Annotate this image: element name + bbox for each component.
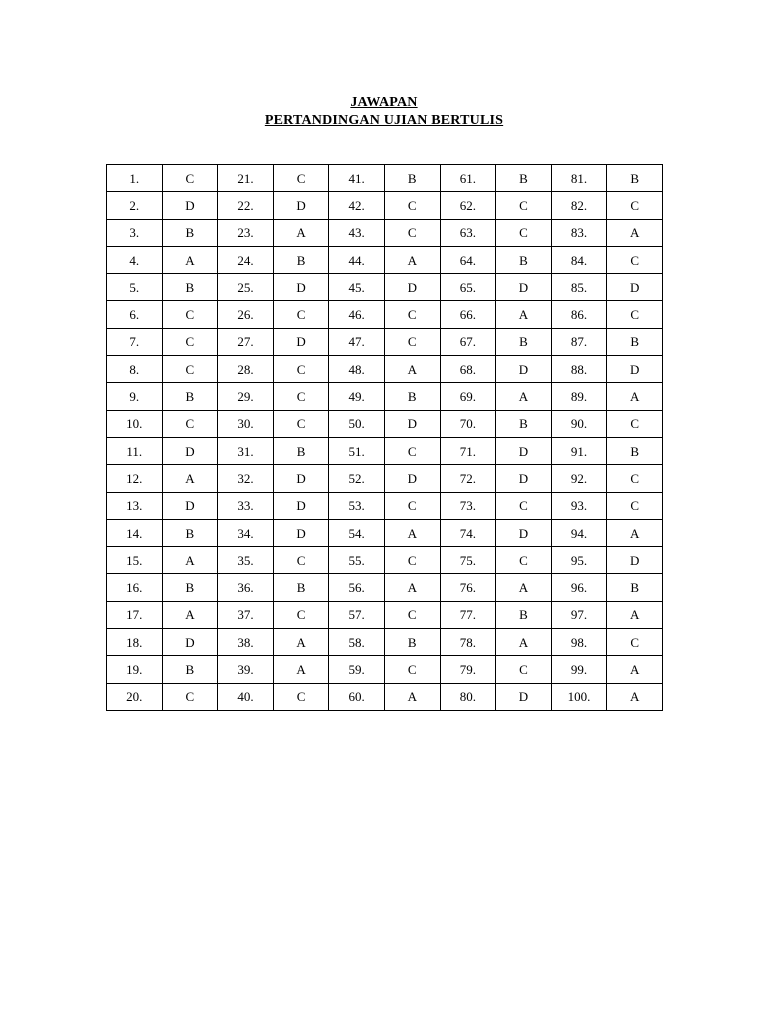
answer-letter-cell: D: [496, 465, 552, 492]
answer-letter-cell: D: [273, 328, 329, 355]
table-row: [107, 574, 663, 601]
answer-letter-cell: A: [607, 601, 663, 628]
answer-letter-cell: C: [273, 410, 329, 437]
answer-letter-cell: C: [162, 683, 218, 710]
answer-letter-cell: A: [607, 519, 663, 546]
answer-letter-cell: C: [384, 601, 440, 628]
table-row: [107, 192, 663, 219]
answer-letter-cell: A: [496, 301, 552, 328]
answer-letter-cell: B: [384, 383, 440, 410]
answer-letter-cell: B: [273, 437, 329, 464]
question-number-cell: 90.: [551, 410, 607, 437]
question-number-cell: 36.: [218, 574, 274, 601]
question-number-cell: 69.: [440, 383, 496, 410]
answer-letter-cell: D: [496, 519, 552, 546]
answer-letter-cell: B: [384, 629, 440, 656]
table-row: [107, 356, 663, 383]
answer-letter-cell: B: [273, 246, 329, 273]
question-number-cell: 34.: [218, 519, 274, 546]
question-number-cell: 10.: [107, 410, 163, 437]
answer-letter-cell: C: [384, 437, 440, 464]
question-number-cell: 73.: [440, 492, 496, 519]
question-number-cell: 84.: [551, 246, 607, 273]
answer-letter-cell: A: [273, 629, 329, 656]
question-number-cell: 35.: [218, 547, 274, 574]
answer-letter-cell: C: [384, 301, 440, 328]
answer-letter-cell: A: [162, 465, 218, 492]
question-number-cell: 17.: [107, 601, 163, 628]
question-number-cell: 41.: [329, 165, 385, 192]
question-number-cell: 86.: [551, 301, 607, 328]
answer-letter-cell: D: [607, 547, 663, 574]
answer-letter-cell: A: [162, 246, 218, 273]
answer-letter-cell: C: [607, 629, 663, 656]
answer-letter-cell: D: [162, 437, 218, 464]
answer-letter-cell: C: [162, 356, 218, 383]
table-row: [107, 601, 663, 628]
question-number-cell: 47.: [329, 328, 385, 355]
answer-letter-cell: B: [496, 328, 552, 355]
question-number-cell: 2.: [107, 192, 163, 219]
question-number-cell: 96.: [551, 574, 607, 601]
question-number-cell: 30.: [218, 410, 274, 437]
question-number-cell: 76.: [440, 574, 496, 601]
question-number-cell: 56.: [329, 574, 385, 601]
answer-letter-cell: C: [162, 410, 218, 437]
table-row: [107, 519, 663, 546]
question-number-cell: 32.: [218, 465, 274, 492]
question-number-cell: 68.: [440, 356, 496, 383]
answer-letter-cell: C: [273, 356, 329, 383]
question-number-cell: 45.: [329, 274, 385, 301]
answer-letter-cell: B: [162, 574, 218, 601]
question-number-cell: 9.: [107, 383, 163, 410]
question-number-cell: 14.: [107, 519, 163, 546]
question-number-cell: 66.: [440, 301, 496, 328]
answer-letter-cell: C: [607, 465, 663, 492]
answer-letter-cell: D: [496, 437, 552, 464]
question-number-cell: 26.: [218, 301, 274, 328]
answer-letter-cell: B: [496, 246, 552, 273]
table-row: [107, 492, 663, 519]
answer-letter-cell: D: [273, 492, 329, 519]
answer-letter-cell: C: [607, 492, 663, 519]
answer-letter-cell: A: [273, 219, 329, 246]
answer-letter-cell: A: [384, 246, 440, 273]
question-number-cell: 46.: [329, 301, 385, 328]
answer-letter-cell: B: [496, 165, 552, 192]
answer-letter-cell: B: [162, 656, 218, 683]
question-number-cell: 1.: [107, 165, 163, 192]
question-number-cell: 77.: [440, 601, 496, 628]
answer-letter-cell: C: [496, 192, 552, 219]
answer-letter-cell: C: [273, 165, 329, 192]
table-row: [107, 547, 663, 574]
answer-letter-cell: D: [496, 274, 552, 301]
question-number-cell: 83.: [551, 219, 607, 246]
answer-letter-cell: A: [384, 574, 440, 601]
answer-letter-cell: A: [607, 656, 663, 683]
question-number-cell: 19.: [107, 656, 163, 683]
answer-letter-cell: C: [162, 165, 218, 192]
answer-letter-cell: C: [273, 383, 329, 410]
answer-letter-cell: B: [496, 410, 552, 437]
answer-letter-cell: B: [607, 165, 663, 192]
question-number-cell: 8.: [107, 356, 163, 383]
answer-key-table: [106, 164, 663, 711]
answer-letter-cell: B: [162, 274, 218, 301]
question-number-cell: 65.: [440, 274, 496, 301]
question-number-cell: 43.: [329, 219, 385, 246]
question-number-cell: 42.: [329, 192, 385, 219]
table-row: [107, 274, 663, 301]
question-number-cell: 88.: [551, 356, 607, 383]
question-number-cell: 95.: [551, 547, 607, 574]
question-number-cell: 44.: [329, 246, 385, 273]
question-number-cell: 4.: [107, 246, 163, 273]
answer-letter-cell: A: [607, 683, 663, 710]
answer-letter-cell: D: [384, 465, 440, 492]
answer-letter-cell: B: [273, 574, 329, 601]
table-row: [107, 328, 663, 355]
question-number-cell: 78.: [440, 629, 496, 656]
table-row: [107, 465, 663, 492]
answer-letter-cell: B: [607, 328, 663, 355]
answer-letter-cell: C: [384, 219, 440, 246]
answer-letter-cell: C: [273, 683, 329, 710]
question-number-cell: 37.: [218, 601, 274, 628]
answer-letter-cell: D: [273, 192, 329, 219]
question-number-cell: 64.: [440, 246, 496, 273]
answer-letter-cell: D: [607, 356, 663, 383]
answer-letter-cell: C: [607, 410, 663, 437]
question-number-cell: 48.: [329, 356, 385, 383]
question-number-cell: 7.: [107, 328, 163, 355]
question-number-cell: 15.: [107, 547, 163, 574]
answer-letter-cell: D: [162, 629, 218, 656]
answer-letter-cell: D: [607, 274, 663, 301]
answer-letter-cell: A: [273, 656, 329, 683]
table-row: [107, 301, 663, 328]
document-header: [0, 94, 768, 130]
table-row: [107, 683, 663, 710]
answer-letter-cell: A: [496, 574, 552, 601]
answer-letter-cell: C: [162, 328, 218, 355]
question-number-cell: 63.: [440, 219, 496, 246]
question-number-cell: 59.: [329, 656, 385, 683]
question-number-cell: 29.: [218, 383, 274, 410]
question-number-cell: 54.: [329, 519, 385, 546]
answer-letter-cell: D: [273, 465, 329, 492]
answer-letter-cell: A: [384, 356, 440, 383]
answer-letter-cell: B: [496, 601, 552, 628]
question-number-cell: 97.: [551, 601, 607, 628]
answer-letter-cell: D: [384, 274, 440, 301]
question-number-cell: 85.: [551, 274, 607, 301]
answer-letter-cell: C: [607, 301, 663, 328]
answer-letter-cell: B: [162, 383, 218, 410]
table-row: [107, 629, 663, 656]
table-row: [107, 246, 663, 273]
question-number-cell: 31.: [218, 437, 274, 464]
answer-letter-cell: A: [607, 219, 663, 246]
question-number-cell: 38.: [218, 629, 274, 656]
question-number-cell: 72.: [440, 465, 496, 492]
answer-letter-cell: A: [162, 547, 218, 574]
question-number-cell: 81.: [551, 165, 607, 192]
answer-letter-cell: C: [607, 246, 663, 273]
question-number-cell: 11.: [107, 437, 163, 464]
question-number-cell: 98.: [551, 629, 607, 656]
table-row: [107, 410, 663, 437]
question-number-cell: 27.: [218, 328, 274, 355]
answer-letter-cell: A: [607, 383, 663, 410]
answer-letter-cell: C: [384, 656, 440, 683]
question-number-cell: 51.: [329, 437, 385, 464]
question-number-cell: 74.: [440, 519, 496, 546]
answer-key-body: [107, 165, 663, 711]
question-number-cell: 92.: [551, 465, 607, 492]
table-row: [107, 656, 663, 683]
question-number-cell: 22.: [218, 192, 274, 219]
question-number-cell: 62.: [440, 192, 496, 219]
question-number-cell: 61.: [440, 165, 496, 192]
question-number-cell: 49.: [329, 383, 385, 410]
question-number-cell: 82.: [551, 192, 607, 219]
document-title: JAWAPAN: [350, 95, 418, 110]
table-row: [107, 165, 663, 192]
answer-letter-cell: B: [162, 519, 218, 546]
question-number-cell: 100.: [551, 683, 607, 710]
answer-letter-cell: B: [607, 574, 663, 601]
table-row: [107, 219, 663, 246]
question-number-cell: 23.: [218, 219, 274, 246]
question-number-cell: 3.: [107, 219, 163, 246]
answer-letter-cell: D: [496, 683, 552, 710]
question-number-cell: 25.: [218, 274, 274, 301]
question-number-cell: 28.: [218, 356, 274, 383]
question-number-cell: 89.: [551, 383, 607, 410]
question-number-cell: 21.: [218, 165, 274, 192]
question-number-cell: 53.: [329, 492, 385, 519]
answer-letter-cell: D: [384, 410, 440, 437]
answer-letter-cell: C: [496, 492, 552, 519]
answer-letter-cell: D: [162, 492, 218, 519]
answer-letter-cell: C: [496, 219, 552, 246]
question-number-cell: 13.: [107, 492, 163, 519]
answer-letter-cell: A: [384, 683, 440, 710]
answer-letter-cell: D: [273, 274, 329, 301]
answer-letter-cell: B: [384, 165, 440, 192]
answer-letter-cell: C: [273, 301, 329, 328]
question-number-cell: 20.: [107, 683, 163, 710]
question-number-cell: 18.: [107, 629, 163, 656]
table-row: [107, 383, 663, 410]
question-number-cell: 75.: [440, 547, 496, 574]
answer-letter-cell: A: [384, 519, 440, 546]
answer-letter-cell: C: [384, 492, 440, 519]
question-number-cell: 12.: [107, 465, 163, 492]
answer-letter-cell: C: [273, 601, 329, 628]
question-number-cell: 93.: [551, 492, 607, 519]
question-number-cell: 5.: [107, 274, 163, 301]
question-number-cell: 99.: [551, 656, 607, 683]
answer-letter-cell: C: [607, 192, 663, 219]
answer-letter-cell: B: [607, 437, 663, 464]
answer-letter-cell: C: [273, 547, 329, 574]
question-number-cell: 50.: [329, 410, 385, 437]
question-number-cell: 58.: [329, 629, 385, 656]
question-number-cell: 94.: [551, 519, 607, 546]
answer-letter-cell: A: [162, 601, 218, 628]
question-number-cell: 39.: [218, 656, 274, 683]
document-subtitle: PERTANDINGAN UJIAN BERTULIS: [264, 113, 504, 128]
question-number-cell: 6.: [107, 301, 163, 328]
answer-letter-cell: B: [162, 219, 218, 246]
question-number-cell: 60.: [329, 683, 385, 710]
answer-letter-cell: D: [273, 519, 329, 546]
answer-letter-cell: D: [496, 356, 552, 383]
question-number-cell: 57.: [329, 601, 385, 628]
answer-letter-cell: C: [384, 192, 440, 219]
question-number-cell: 80.: [440, 683, 496, 710]
table-row: [107, 437, 663, 464]
answer-letter-cell: A: [496, 629, 552, 656]
answer-letter-cell: C: [384, 547, 440, 574]
question-number-cell: 52.: [329, 465, 385, 492]
question-number-cell: 33.: [218, 492, 274, 519]
question-number-cell: 55.: [329, 547, 385, 574]
question-number-cell: 87.: [551, 328, 607, 355]
question-number-cell: 40.: [218, 683, 274, 710]
question-number-cell: 71.: [440, 437, 496, 464]
answer-letter-cell: C: [384, 328, 440, 355]
answer-letter-cell: C: [496, 547, 552, 574]
answer-letter-cell: C: [162, 301, 218, 328]
question-number-cell: 91.: [551, 437, 607, 464]
question-number-cell: 24.: [218, 246, 274, 273]
answer-letter-cell: C: [496, 656, 552, 683]
answer-letter-cell: D: [162, 192, 218, 219]
question-number-cell: 70.: [440, 410, 496, 437]
question-number-cell: 79.: [440, 656, 496, 683]
answer-letter-cell: A: [496, 383, 552, 410]
question-number-cell: 16.: [107, 574, 163, 601]
question-number-cell: 67.: [440, 328, 496, 355]
